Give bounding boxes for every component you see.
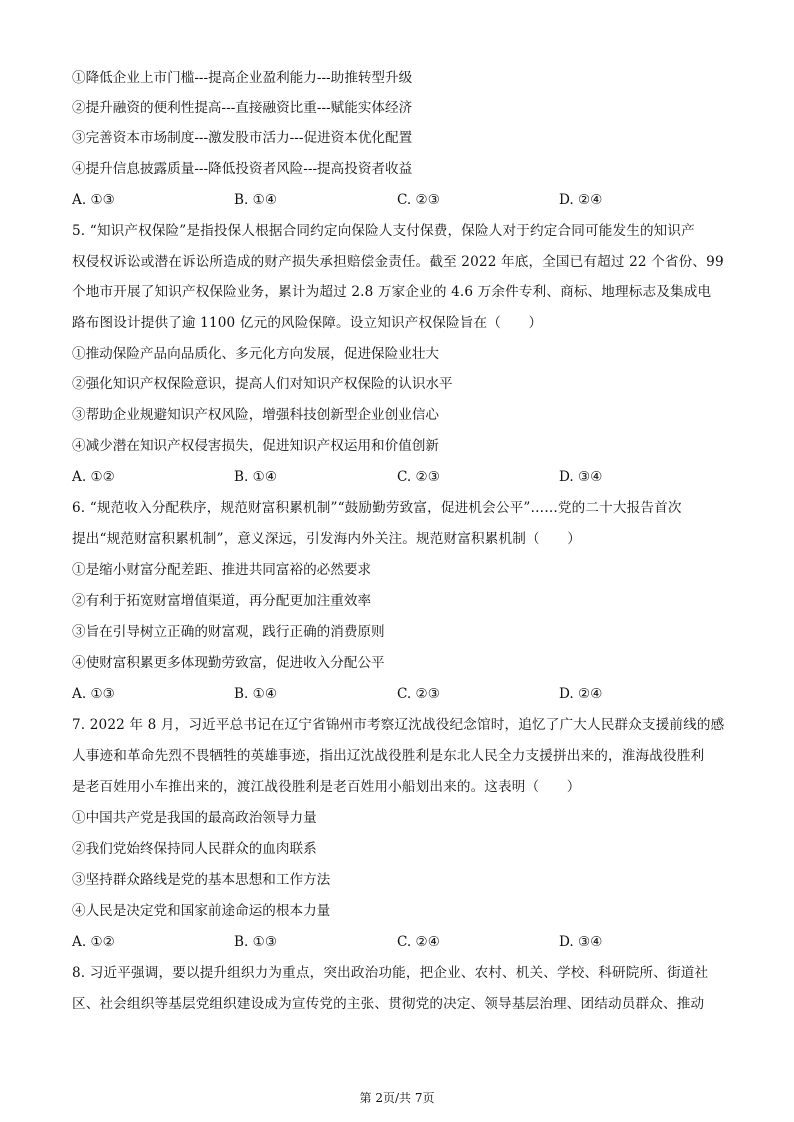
- q7-option-b: B. ①③: [234, 934, 278, 950]
- q5-item-4: ④减少潜在知识产权侵害损失，促进知识产权运用和价值创新: [72, 438, 440, 454]
- q5-option-a: A. ①②: [72, 469, 115, 485]
- q6-option-b: B. ①④: [234, 686, 278, 702]
- q4-item-1: ①降低企业上市门槛---提高企业盈利能力---助推转型升级: [72, 70, 413, 86]
- q8-stem-line-2: 区、社会组织等基层党组织建设成为宣传党的主张、贯彻党的决定、领导基层治理、团结动员群众、推动: [72, 996, 705, 1012]
- q4-options: [72, 190, 732, 210]
- q4-option-a: A. ①③: [72, 192, 115, 208]
- q7-item-4: ④人民是决定党和国家前途命运的根本力量: [72, 903, 331, 919]
- q5-option-d: D. ③④: [559, 469, 603, 485]
- q5-options: [72, 467, 732, 487]
- q8-stem-line-1: 8. 习近平强调，要以提升组织力为重点，突出政治功能，把企业、农村、机关、学校、科研院所、街道社: [72, 965, 709, 981]
- q4-option-c: C. ②③: [397, 192, 440, 208]
- q5-stem-line-2: 权侵权诉讼或潜在诉讼所造成的财产损失承担赔偿金责任。截至 2022 年底，全国已有超过 22 个省份、99: [72, 254, 724, 270]
- q4-item-3: ③完善资本市场制度---激发股市活力---促进资本优化配置: [72, 130, 413, 146]
- q4-item-4: ④提升信息披露质量---降低投资者风险---提高投资者收益: [72, 161, 413, 177]
- q7-stem-line-3: 是老百姓用小车推出来的，渡江战役胜利是老百姓用小船划出来的。这表明（ ）: [72, 779, 581, 795]
- q7-option-d: D. ③④: [559, 934, 603, 950]
- q5-item-2: ②强化知识产权保险意识，提高人们对知识产权保险的认识水平: [72, 376, 453, 392]
- q6-option-c: C. ②③: [397, 686, 440, 702]
- q6-stem-line-2: 提出“规范财富积累机制”，意义深远，引发海内外关注。规范财富积累机制（ ）: [72, 531, 581, 547]
- q6-option-a: A. ①③: [72, 686, 115, 702]
- q5-option-c: C. ②③: [397, 469, 440, 485]
- q5-option-b: B. ①④: [234, 469, 278, 485]
- q6-item-1: ①是缩小财富分配差距、推进共同富裕的必然要求: [72, 562, 372, 578]
- q7-stem-line-2: 人事迹和革命先烈不畏牺牲的英雄事迹，指出辽沈战役胜利是东北人民全力支援拼出来的，淮海战役胜利: [72, 748, 705, 764]
- q7-option-c: C. ②④: [397, 934, 440, 950]
- q7-item-2: ②我们党始终保持同人民群众的血肉联系: [72, 841, 317, 857]
- q5-item-1: ①推动保险产品向品质化、多元化方向发展，促进保险业壮大: [72, 346, 440, 362]
- q4-item-2: ②提升融资的便利性提高---直接融资比重---赋能实体经济: [72, 100, 413, 116]
- q7-item-3: ③坚持群众路线是党的基本思想和工作方法: [72, 872, 331, 888]
- q6-item-2: ②有利于拓宽财富增值渠道，再分配更加注重效率: [72, 593, 372, 609]
- q6-options: [72, 684, 732, 704]
- q5-stem-line-1: 5. “知识产权保险”是指投保人根据合同约定向保险人支付保费，保险人对于约定合同可能发生的知识产: [72, 223, 695, 239]
- q5-stem-line-3: 个地市开展了知识产权保险业务，累计为超过 2.8 万家企业的 4.6 万余件专利、商标、地理标志及集成电: [72, 284, 712, 300]
- q7-item-1: ①中国共产党是我国的最高政治领导力量: [72, 810, 317, 826]
- q4-option-d: D. ②④: [559, 192, 603, 208]
- q7-options: [72, 932, 732, 952]
- q5-item-3: ③帮助企业规避知识产权风险，增强科技创新型企业创业信心: [72, 407, 440, 423]
- q6-stem-line-1: 6. “规范收入分配秩序，规范财富积累机制”“鼓励勤劳致富，促进机会公平”……党的二十大报告首次: [72, 500, 682, 516]
- q5-stem-line-4: 路布图设计提供了逾 1100 亿元的风险保障。设立知识产权保险旨在（ ）: [72, 315, 543, 331]
- q7-option-a: A. ①②: [72, 934, 115, 950]
- q6-item-3: ③旨在引导树立正确的财富观，践行正确的消费原则: [72, 624, 385, 640]
- q6-item-4: ④使财富积累更多体现勤劳致富，促进收入分配公平: [72, 655, 385, 671]
- page-number-footer: 第 2页/共 7页: [359, 1091, 435, 1105]
- q4-option-b: B. ①④: [234, 192, 278, 208]
- q7-stem-line-1: 7. 2022 年 8 月，习近平总书记在辽宁省锦州市考察辽沈战役纪念馆时，追忆了广大人民群众支援前线的感: [72, 717, 725, 733]
- q6-option-d: D. ②④: [559, 686, 603, 702]
